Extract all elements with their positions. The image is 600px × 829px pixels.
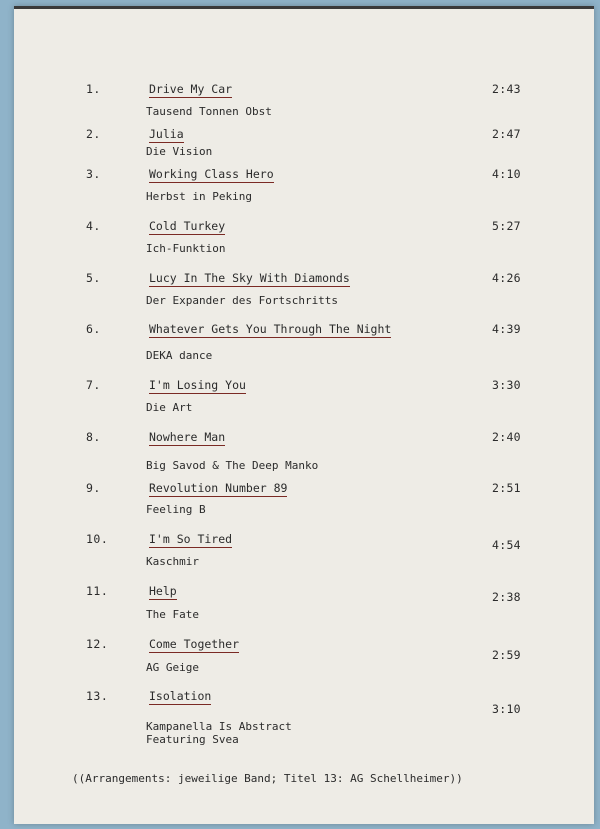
track-duration: 5:27 — [492, 219, 521, 233]
track-title: I'm Losing You — [149, 378, 246, 392]
track-number: 13. — [86, 689, 109, 703]
track-number: 8. — [86, 430, 101, 444]
track-band: The Fate — [146, 608, 199, 621]
track-number: 4. — [86, 219, 101, 233]
track-duration: 2:43 — [492, 82, 521, 96]
track-band: Herbst in Peking — [146, 190, 252, 203]
track-band: AG Geige — [146, 661, 199, 674]
track-duration: 3:10 — [492, 702, 521, 716]
track-title: Whatever Gets You Through The Night — [149, 322, 392, 336]
track-number: 2. — [86, 127, 101, 141]
track-band: Tausend Tonnen Obst — [146, 105, 272, 118]
track-number: 9. — [86, 481, 101, 495]
track-number: 6. — [86, 322, 101, 336]
track-title: I'm So Tired — [149, 532, 233, 546]
track-number: 5. — [86, 271, 101, 285]
track-duration: 2:51 — [492, 481, 521, 495]
track-band: Der Expander des Fortschritts — [146, 294, 339, 307]
track-band: Die Art — [146, 401, 193, 414]
track-duration: 4:54 — [492, 538, 521, 552]
track-band: Kaschmir — [146, 555, 199, 568]
track-title: Drive My Car — [149, 82, 233, 96]
track-title: Nowhere Man — [149, 430, 226, 444]
track-duration: 2:47 — [492, 127, 521, 141]
track-title: Cold Turkey — [149, 219, 226, 233]
track-title: Help — [149, 584, 177, 598]
track-duration: 3:30 — [492, 378, 521, 392]
track-number: 12. — [86, 637, 109, 651]
track-title: Working Class Hero — [149, 167, 274, 181]
track-band: Ich-Funktion — [146, 242, 226, 255]
tracklist — [14, 6, 594, 824]
track-title: Revolution Number 89 — [149, 481, 288, 495]
track-band: Big Savod & The Deep Manko — [146, 459, 319, 472]
track-number: 7. — [86, 378, 101, 392]
track-title: Isolation — [149, 689, 212, 703]
track-duration: 2:59 — [492, 648, 521, 662]
track-duration: 4:10 — [492, 167, 521, 181]
track-number: 3. — [86, 167, 101, 181]
track-number: 11. — [86, 584, 109, 598]
typed-sheet — [14, 6, 594, 824]
track-duration: 4:26 — [492, 271, 521, 285]
track-duration: 2:38 — [492, 590, 521, 604]
track-title: Julia — [149, 127, 184, 141]
track-band: Kampanella Is Abstract Featuring Svea — [146, 720, 292, 746]
track-number: 1. — [86, 82, 101, 96]
track-title: Come Together — [149, 637, 240, 651]
track-band: Feeling B — [146, 503, 206, 516]
track-number: 10. — [86, 532, 109, 546]
track-band: Die Vision — [146, 145, 213, 158]
arrangements-note: ((Arrangements: jeweilige Band; Titel 13: AG Schellheimer)) — [72, 772, 463, 785]
track-band: DEKA dance — [146, 349, 213, 362]
track-duration: 2:40 — [492, 430, 521, 444]
track-duration: 4:39 — [492, 322, 521, 336]
track-title: Lucy In The Sky With Diamonds — [149, 271, 350, 285]
